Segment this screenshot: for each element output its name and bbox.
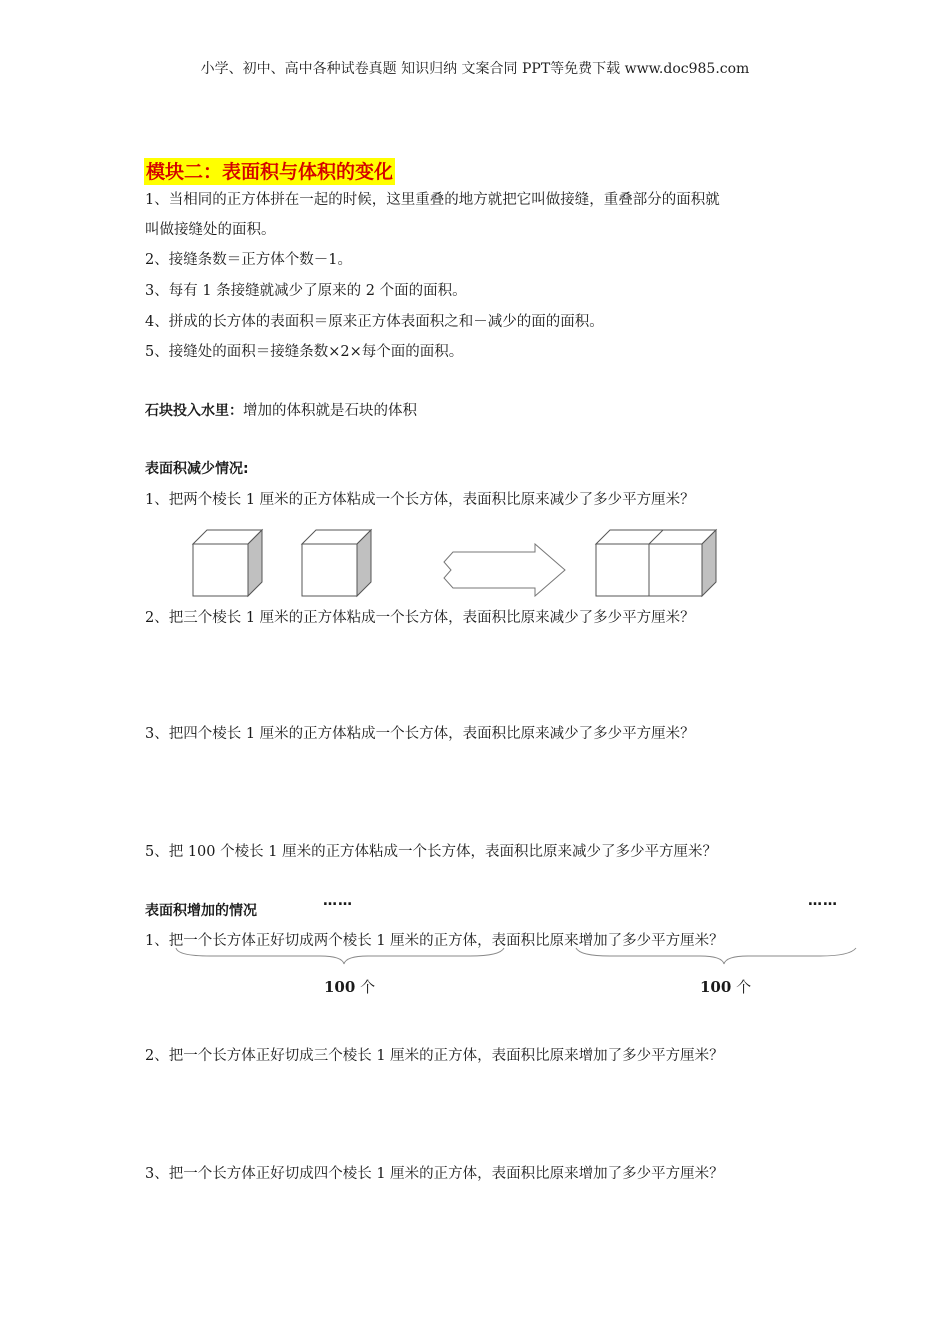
count-left-unit: 个 [355,978,376,996]
decrease-question-2: 2、把三个棱长 1 厘米的正方体粘成一个长方体，表面积比原来减少了多少平方厘米？ [145,610,695,626]
increase-heading: 表面积增加的情况 [145,903,257,919]
point-4: 4、拼成的长方体的表面积＝原来正方体表面积之和－减少的面的面积。 [145,314,604,330]
module-title: 模块二：表面积与体积的变化 [144,158,395,185]
decrease-heading: 表面积减少情况: [145,461,249,477]
point-2: 2、接缝条数＝正方体个数－1。 [145,252,352,268]
point-1-line-2: 叫做接缝处的面积。 [145,222,276,238]
increase-question-2: 2、把一个长方体正好切成三个棱长 1 厘米的正方体，表面积比原来增加了多少平方厘米？ [145,1048,724,1064]
stone-note [145,399,417,420]
count-right-unit: 个 [731,978,752,996]
point-5: 5、接缝处的面积＝接缝条数×2×每个面的面积。 [145,344,464,360]
brace-left-icon [176,948,504,964]
ellipsis-right: …… [808,893,838,909]
cube-icon [193,530,262,596]
cuboid-icon [596,530,716,596]
point-1-line-1: 1、当相同的正方体拼在一起的时候，这里重叠的地方就把它叫做接缝，重叠部分的面积就 [145,192,720,208]
decrease-question-5: 5、把 100 个棱长 1 厘米的正方体粘成一个长方体，表面积比原来减少了多少平方厘米？ [145,844,718,860]
count-right-number: 100 [700,978,732,996]
brace-right-icon [576,948,856,964]
decrease-question-3: 3、把四个棱长 1 厘米的正方体粘成一个长方体，表面积比原来减少了多少平方厘米？ [145,726,695,742]
stone-text: 增加的体积就是石块的体积 [243,403,417,419]
arrow-right-icon [444,544,565,596]
brace-icons [170,946,860,968]
decrease-question-1: 1、把两个棱长 1 厘米的正方体粘成一个长方体，表面积比原来减少了多少平方厘米？ [145,492,695,508]
count-left [324,976,375,997]
ellipsis-left: …… [323,893,353,909]
count-left-number: 100 [324,978,356,996]
point-3: 3、每有 1 条接缝就减少了原来的 2 个面的面积。 [145,283,467,299]
increase-question-3: 3、把一个长方体正好切成四个棱长 1 厘米的正方体，表面积比原来增加了多少平方厘米？ [145,1166,724,1182]
stone-label: 石块投入水里： [145,403,243,419]
cube-icon [302,530,371,596]
page-header: 小学、初中、高中各种试卷真题 知识归纳 文案合同 PPT等免费下载 www.doc985.com [200,61,750,77]
increase-question-1: 1、把一个长方体正好切成两个棱长 1 厘米的正方体，表面积比原来增加了多少平方厘米？ [145,933,724,949]
cube-diagram [185,522,725,602]
count-right [700,976,751,997]
